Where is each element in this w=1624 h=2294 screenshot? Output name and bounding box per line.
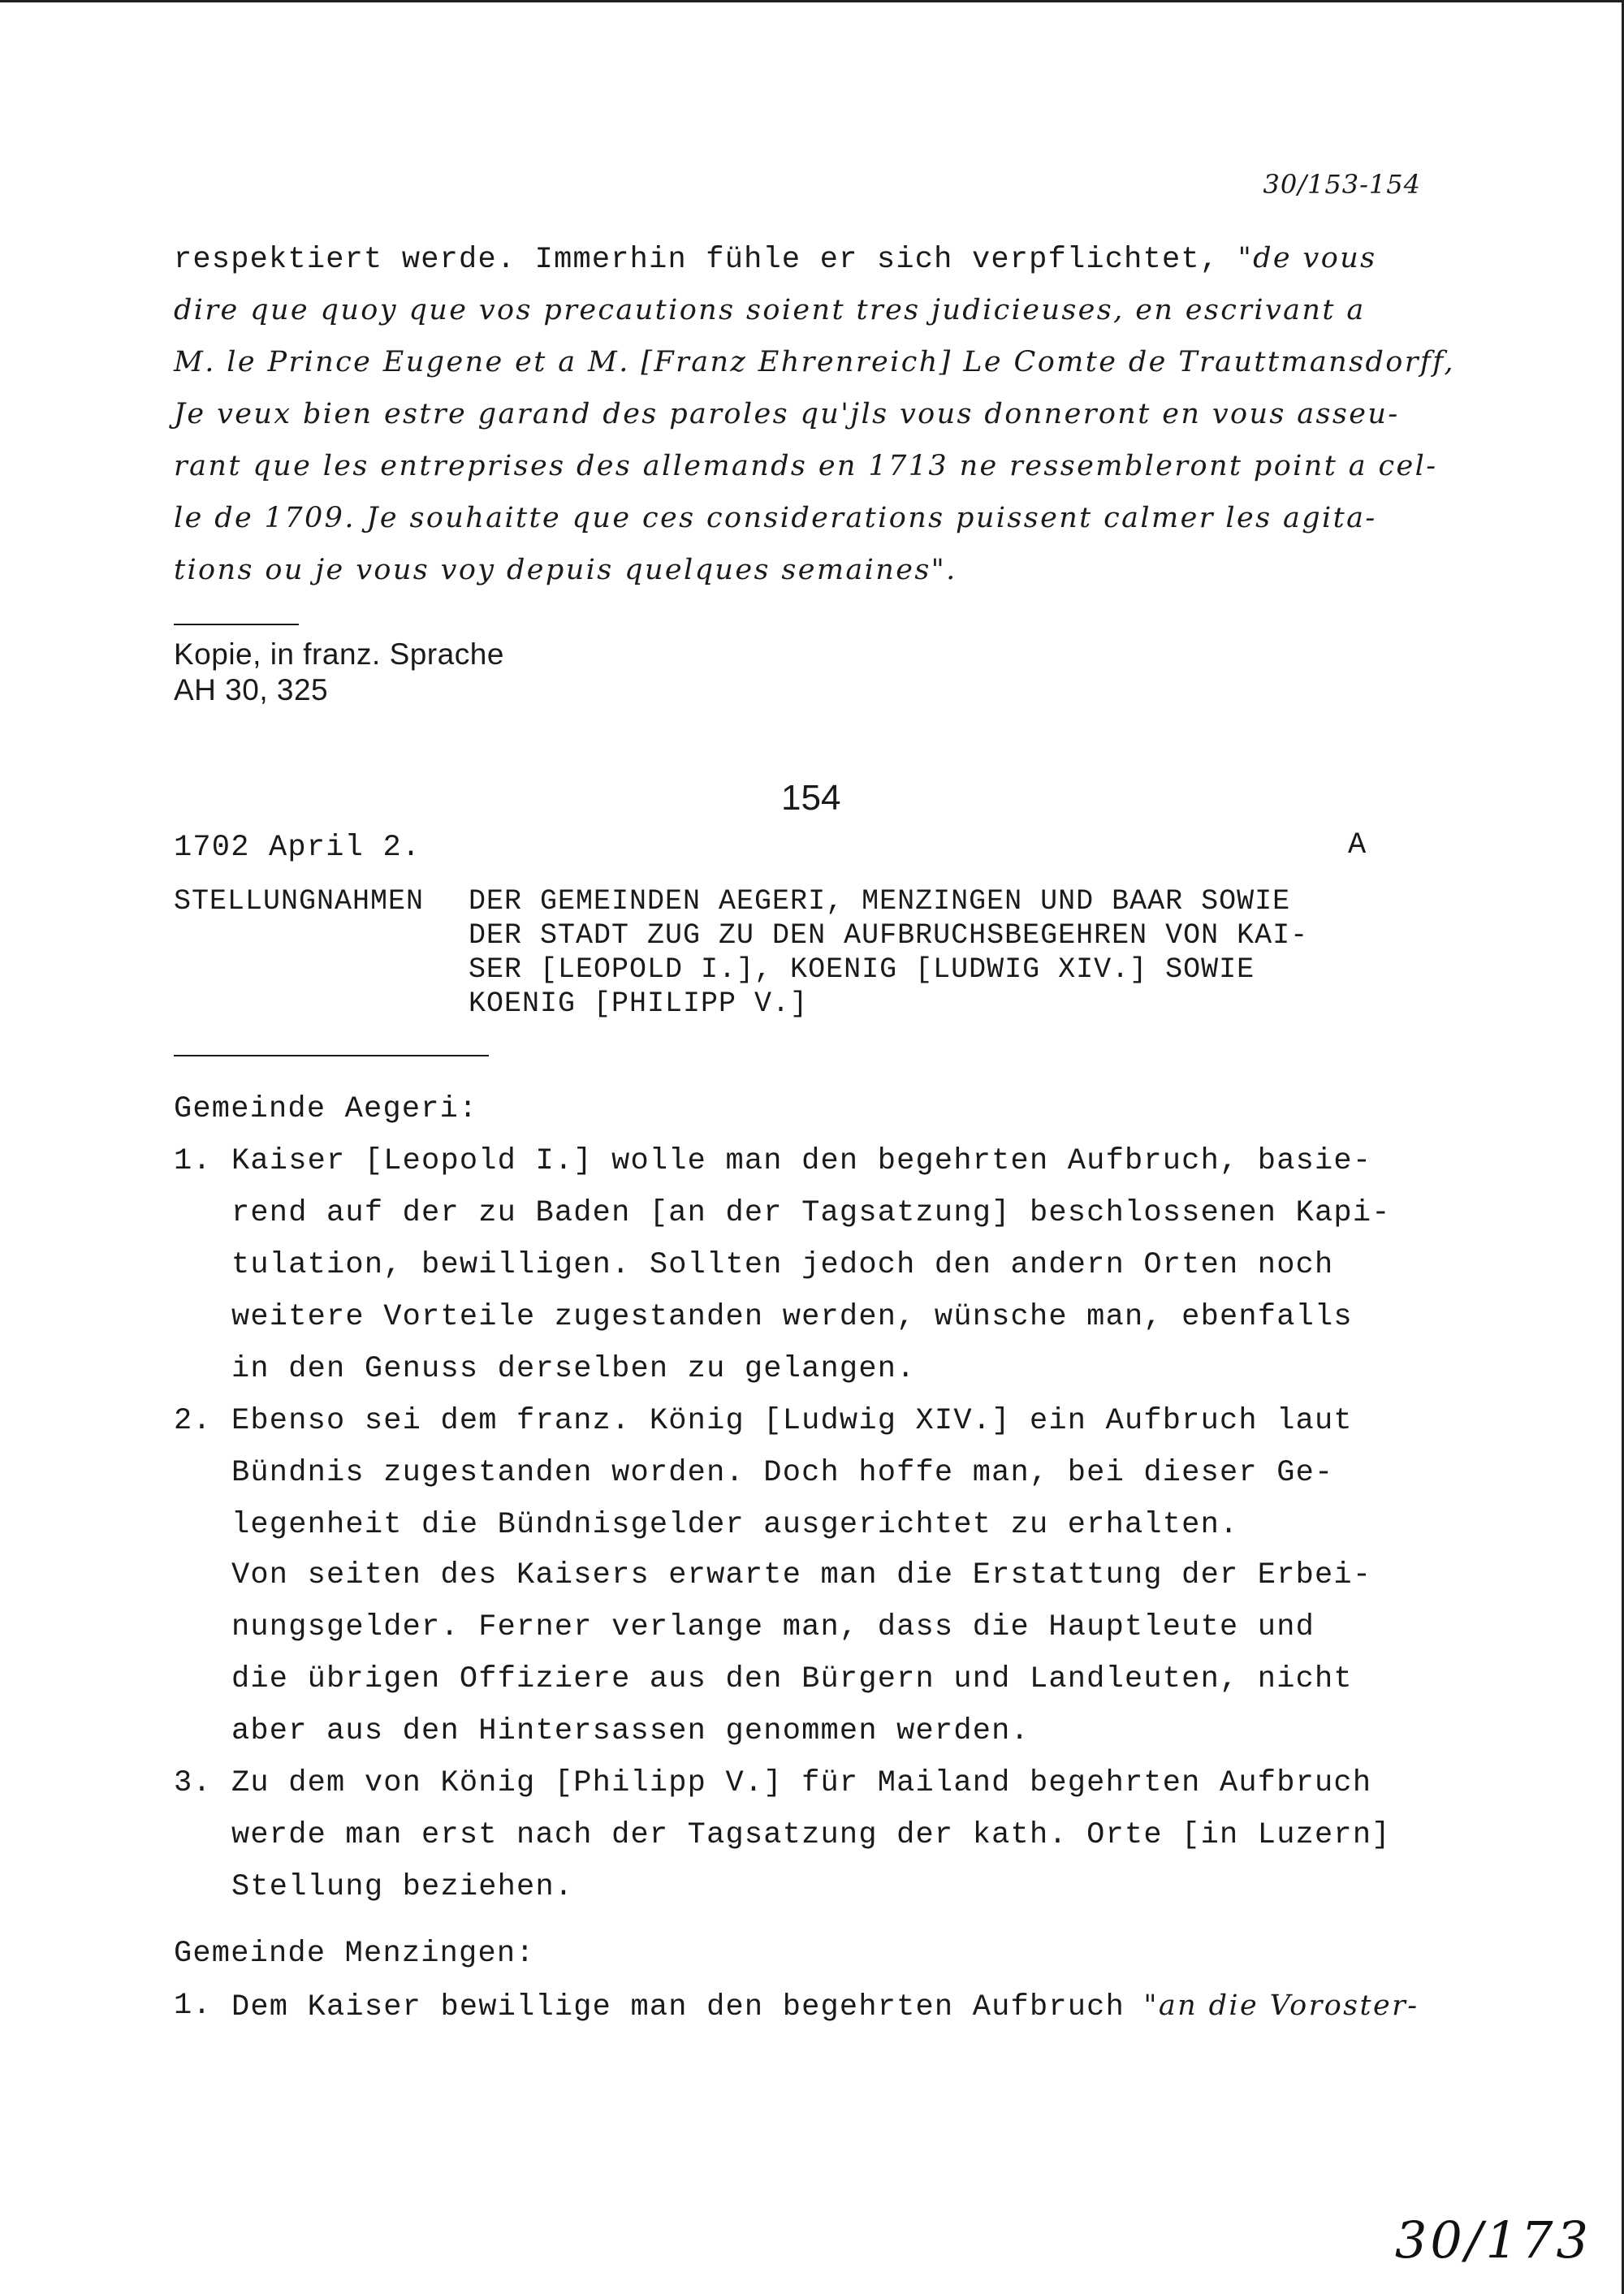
- menzingen-heading: Gemeinde Menzingen:: [174, 1937, 535, 1971]
- page-border-top: [0, 0, 1624, 2]
- title-line-2: DER STADT ZUG ZU DEN AUFBRUCHSBEGEHREN VON KAI-: [469, 919, 1309, 952]
- aegeri-item-3-line-3: Stellung beziehen.: [231, 1870, 574, 1904]
- title-line-3: SER [LEOPOLD I.], KOENIG [LUDWIG XIV.] SOWIE: [469, 953, 1255, 986]
- aegeri-item-3-line-2: werde man erst nach der Tagsatzung der kath. Orte [in Luzern]: [231, 1818, 1391, 1852]
- handwritten-folio-number: 30/173: [1394, 2210, 1592, 2270]
- aegeri-item-2-line-3: legenheit die Bündnisgelder ausgerichtet zu erhalten.: [231, 1508, 1239, 1542]
- document-date: 1702 April 2.: [174, 831, 421, 865]
- aegeri-item-2-line-1: Ebenso sei dem franz. König [Ludwig XIV.] ein Aufbruch laut: [231, 1404, 1353, 1438]
- prev-doc-line-3: M. le Prince Eugene et a M. [Franz Ehrenreich] Le Comte de Trauttmansdorff,: [174, 346, 1455, 378]
- prev-doc-line-1: [174, 240, 1377, 278]
- aegeri-item-2-line-2: Bündnis zugestanden worden. Doch hoffe man, bei dieser Ge-: [231, 1456, 1334, 1490]
- aegeri-item-2-line-5: nungsgelder. Ferner verlange man, dass die Hauptleute und: [231, 1610, 1315, 1644]
- prev-doc-line-6: le de 1709. Je souhaitte que ces considerations puissent calmer les agita-: [174, 502, 1377, 534]
- aegeri-item-1-line-1: Kaiser [Leopold I.] wolle man den begehrten Aufbruch, basie-: [231, 1144, 1372, 1178]
- aegeri-item-2-number: 2.: [174, 1404, 212, 1438]
- menzingen-item-1-number: 1.: [174, 1989, 212, 2023]
- aegeri-item-1-line-5: in den Genuss derselben zu gelangen.: [231, 1352, 916, 1386]
- title-divider: [174, 1055, 489, 1056]
- title-line-1: DER GEMEINDEN AEGERI, MENZINGEN UND BAAR SOWIE: [469, 885, 1291, 918]
- prev-doc-line-2: dire que quoy que vos precautions soient tres judicieuses, en escrivant a: [174, 294, 1366, 326]
- aegeri-item-1-number: 1.: [174, 1144, 212, 1178]
- prev-doc-line-1-italic: "de vous: [1237, 242, 1377, 274]
- page-reference: 30/153-154: [1263, 169, 1421, 200]
- aegeri-item-2-line-7: aber aus den Hintersassen genommen werden.: [231, 1714, 1030, 1748]
- aegeri-item-1-line-3: tulation, bewilligen. Sollten jedoch den andern Orten noch: [231, 1248, 1334, 1282]
- prev-doc-line-7: tions ou je vous voy depuis quelques semaines".: [174, 554, 957, 586]
- aegeri-item-3-line-1: Zu dem von König [Philipp V.] für Mailand begehrten Aufbruch: [231, 1766, 1372, 1800]
- title-label: STELLUNGNAHMEN: [174, 885, 425, 918]
- menzingen-item-1-line-1: [231, 1988, 1419, 2025]
- menzingen-item-1-plain: Dem Kaiser bewillige man den begehrten Aufbruch: [231, 1990, 1144, 2024]
- document-type-letter: A: [1348, 828, 1367, 862]
- source-divider: [174, 624, 299, 625]
- title-line-4: KOENIG [PHILIPP V.]: [469, 987, 809, 1020]
- aegeri-heading: Gemeinde Aegeri:: [174, 1092, 478, 1126]
- source-line-2: AH 30, 325: [174, 673, 329, 706]
- menzingen-item-1-italic: "an die Voroster-: [1143, 1989, 1419, 2022]
- aegeri-item-2-line-4: Von seiten des Kaisers erwarte man die Erstattung der Erbei-: [231, 1558, 1372, 1592]
- source-line-1: Kopie, in franz. Sprache: [174, 637, 504, 671]
- document-number: 154: [781, 778, 841, 818]
- aegeri-item-1-line-2: rend auf der zu Baden [an der Tagsatzung] beschlossenen Kapi-: [231, 1196, 1391, 1230]
- prev-doc-line-4: Je veux bien estre garand des paroles qu'jls vous donneront en vous asseu-: [174, 398, 1400, 430]
- aegeri-item-1-line-4: weitere Vorteile zugestanden werden, wünsche man, ebenfalls: [231, 1300, 1353, 1334]
- prev-doc-line-5: rant que les entreprises des allemands en 1713 ne ressembleront point a cel-: [174, 450, 1438, 482]
- aegeri-item-3-number: 3.: [174, 1766, 212, 1800]
- aegeri-item-2-line-6: die übrigen Offiziere aus den Bürgern und Landleuten, nicht: [231, 1662, 1353, 1696]
- prev-doc-line-1-plain: respektiert werde. Immerhin fühle er sich verpflichtet,: [174, 243, 1238, 277]
